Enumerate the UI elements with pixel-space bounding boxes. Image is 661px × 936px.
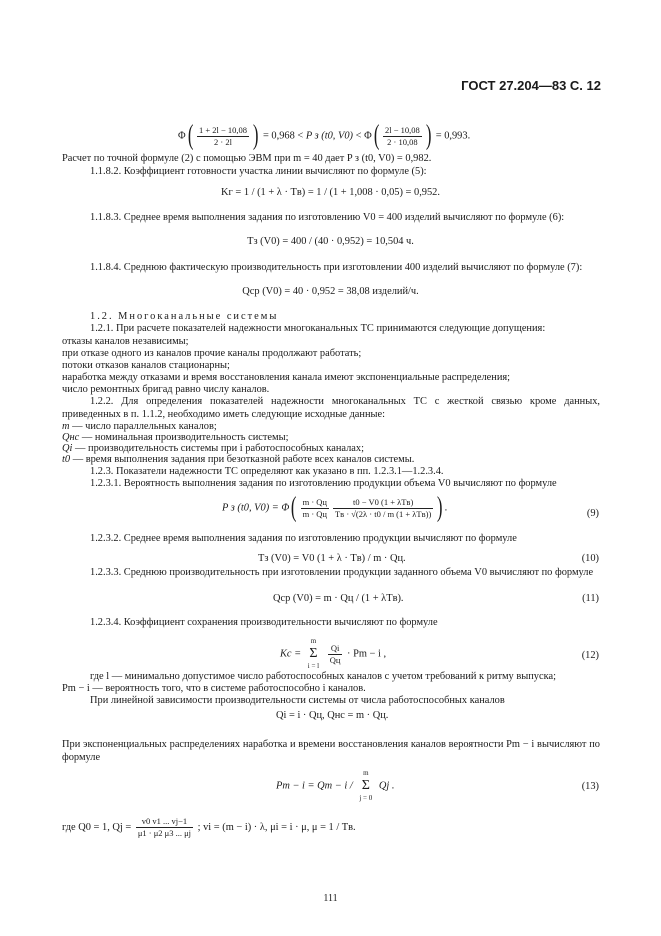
assumption-3: наработка между отказами и время восстановления канала имеют экспоненциальные распределения;: [62, 372, 511, 383]
paragraph-linear: При линейной зависимости производительности системы от числа работоспособных каналов: [90, 695, 505, 706]
assumption-4: число ремонтных бригад равно числу каналов.: [62, 384, 270, 395]
page-number: 111: [323, 893, 338, 904]
phi-right-numerator: 2l − 10,08: [385, 124, 420, 135]
phi-probability: P з (t0, V0): [305, 130, 354, 142]
equation-9: P з (t0, V0) = Φ( $\frac{m \cdot Qц}{m \cdot Qц}$ $\frac{\text{t0 − V0 (1 + λTв)}}{\text{Tв · √(2λ · t0 / m (1 + λTв))}}$ ) .: [222, 492, 448, 523]
assumption-0: отказы каналов независимы;: [62, 336, 189, 347]
equation-number-13: (13): [581, 781, 599, 792]
assumption-1: при отказе одного из каналов прочие каналы продолжают работать;: [62, 348, 362, 359]
equation-10: Tз (V0) = V0 (1 + λ · Tв) / m · Qц.: [258, 553, 406, 564]
equation-number-10: (10): [581, 553, 599, 564]
phi-mid1: = 0,968 <: [262, 130, 304, 142]
paragraph-1232: 1.2.3.2. Среднее время выполнения задания по изготовлению продукции вычисляют по формуле: [90, 533, 517, 544]
phi-left-numerator: 1 + 2l − 10,08: [198, 124, 248, 135]
definition-qnc: Qнс — номинальная производительность системы;: [62, 432, 289, 443]
phi-left-denominator: 2 · 2l: [214, 136, 232, 147]
equation-where: где Q0 = 1, Qj = $\frac{v0 v1 ... vj-1}{\mu 1 \cdot \mu 2 \mu 3 ... \mu j}$ ; vi = (m − i) · λ, μi = i · μ, μ = 1 / Tв.: [62, 816, 356, 838]
paragraph-122: 1.2.2. Для определения показателей надежности многоканальных ТС с жесткой связью кроме данных, приведенных в п. 1.1.2, необходимо иметь следующие исходные данные:: [62, 396, 600, 420]
equation-13: Pm − i = Qm − i / m Σ j = 0 Qj .: [276, 769, 395, 802]
paragraph-1182: 1.1.8.2. Коэффициент готовности участка линии вычисляют по формуле (5):: [90, 166, 427, 177]
equation-phi: Φ( $\frac{1 + 2l - 10,08}{2 \cdot 2l}$ ) = 0,968 < P з (t0, V0) < Φ( $\frac{2l - 10,08}{2 \cdot 10,08}$ ) = 0,993.: [178, 120, 471, 151]
equation-number-9: (9): [586, 508, 599, 519]
paragraph-1233: 1.2.3.3. Среднюю производительность при изготовлении продукции заданного объема V0 вычисляют по формуле: [90, 567, 594, 578]
definition-qi: Qi — производительность системы при i работоспособных каналах;: [62, 443, 364, 454]
paragraph-121: 1.2.1. При расчете показателей надежности многоканальных ТС принимаются следующие допущения:: [90, 323, 546, 334]
definition-t0: t0 — время выполнения задания при безотказной работе всех каналов системы.: [62, 454, 415, 465]
paragraph-exp: При экспоненциальных распределениях наработка и времени восстановления каналов вероятности Pm − i вычисляют по формуле: [62, 739, 600, 763]
assumption-2: потоки отказов каналов стационарны;: [62, 360, 230, 371]
paragraph-1231: 1.2.3.1. Вероятность выполнения задания по изготовлению продукции объема V0 вычисляют по формуле: [90, 478, 557, 489]
equation-q: Qср (V0) = 40 · 0,952 = 38,08 изделий/ч.: [242, 286, 419, 297]
paragraph-1183: 1.1.8.3. Среднее время выполнения задания по изготовлению V0 = 400 изделий вычисляют по формуле (6):: [90, 212, 565, 223]
equation-12: Kс = m Σ i = l $\frac{Qi}{Qц}$ · Pm − i ,: [280, 637, 387, 670]
section-heading: 1.2. Многоканальные системы: [90, 311, 279, 322]
phi-mid2: < Φ: [355, 130, 372, 142]
paragraph-123: 1.2.3. Показатели надежности ТС определяют как указано в пп. 1.2.3.1—1.2.3.4.: [90, 466, 444, 477]
definition-p: Pm − i — вероятность того, что в системе работоспособно i каналов.: [62, 683, 366, 694]
phi-right-denominator: 2 · 10,08: [387, 136, 418, 147]
equation-number-12: (12): [581, 650, 599, 661]
equation-number-11: (11): [582, 593, 599, 604]
paragraph-1234: 1.2.3.4. Коэффициент сохранения производительности вычисляют по формуле: [90, 617, 438, 628]
equation-t: Tз (V0) = 400 / (40 · 0,952) = 10,504 ч.: [247, 236, 414, 247]
phi-tail: = 0,993.: [435, 130, 471, 142]
page-header: ГОСТ 27.204—83 С. 12: [461, 78, 601, 93]
equation-linear: Qi = i · Qц, Qнс = m · Qц.: [276, 710, 389, 721]
equation-kg: Kг = 1 / (1 + λ · Tв) = 1 / (1 + 1,008 · 0,05) = 0,952.: [221, 187, 440, 198]
paragraph-exact: Расчет по точной формуле (2) с помощью ЭВМ при m = 40 дает P з (t0, V0) = 0,982.: [62, 153, 432, 164]
paragraph-1184: 1.1.8.4. Среднюю фактическую производительность при изготовлении 400 изделий вычисляют по формуле (7):: [90, 262, 583, 273]
definition-m: m — число параллельных каналов;: [62, 421, 217, 432]
equation-11: Qср (V0) = m · Qц / (1 + λTв).: [273, 593, 404, 604]
definition-l: где l — минимально допустимое число работоспособных каналов с учетом требований к ритму выпуска;: [90, 671, 556, 682]
